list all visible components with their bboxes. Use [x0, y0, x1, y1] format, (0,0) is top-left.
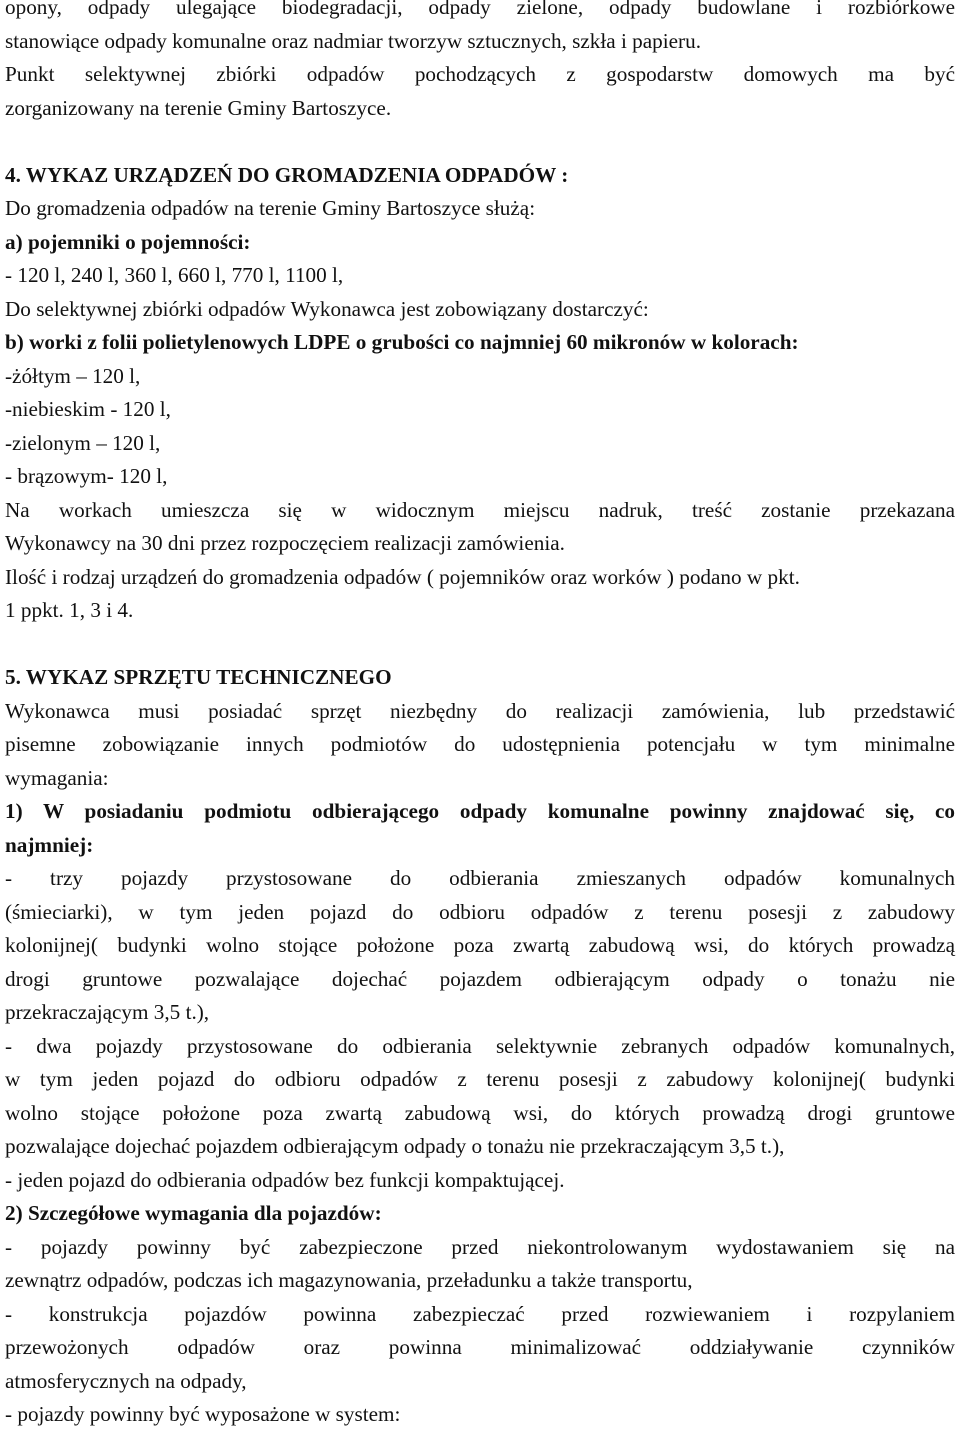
text-line: Wykonawca musi posiadać sprzęt niezbędny do realizacji zamówienia, lub przedstawić: [5, 698, 955, 723]
text-line: Punkt selektywnej zbiórki odpadów pochodzących z gospodarstw domowych ma być: [5, 62, 955, 86]
text-line: wymagania:: [5, 765, 109, 790]
text-line: (śmieciarki), w tym jeden pojazd do odbioru odpadów z terenu posesji z zabudowy: [5, 899, 955, 924]
subheading-a: a) pojemniki o pojemności:: [5, 229, 251, 254]
text-line: w tym jeden pojazd do odbioru odpadów z terenu posesji z zabudowy kolonijnej( budynki: [5, 1067, 955, 1091]
text-line: - dwa pojazdy przystosowane do odbierania selektywnie zebranych odpadów komunalnych,: [5, 1033, 955, 1058]
text-line: zewnątrz odpadów, podczas ich magazynowania, przeładunku a także transportu,: [5, 1268, 693, 1292]
text-line: - pojazdy powinny być zabezpieczone przed niekontrolowanym wydostawaniem się na: [5, 1234, 955, 1259]
text-line: - trzy pojazdy przystosowane do odbierania zmieszanych odpadów komunalnych: [5, 866, 955, 890]
spacer: [5, 125, 955, 159]
text-line: Na workach umieszcza się w widocznym miejscu nadruk, treść zostanie przekazana: [5, 497, 955, 522]
color-item: -niebieskim - 120 l,: [5, 397, 171, 421]
document-page: [5, 0, 955, 1432]
text-line: Wykonawcy na 30 dni przez rozpoczęciem realizacji zamówienia.: [5, 531, 565, 555]
text-line: zorganizowany na terenie Gminy Bartoszyce.: [5, 95, 392, 120]
text-line: Do selektywnej zbiórki odpadów Wykonawca jest zobowiązany dostarczyć:: [5, 296, 649, 321]
section-4-heading: 4. WYKAZ URZĄDZEŃ DO GROMADZENIA ODPADÓW :: [5, 162, 569, 187]
text-line: - pojazdy powinny być wyposażone w system:: [5, 1402, 401, 1426]
text-line: kolonijnej( budynki wolno stojące położone poza zwartą zabudową wsi, do których prowadzą: [5, 933, 955, 957]
subheading-1: 1) W posiadaniu podmiotu odbierającego odpady komunalne powinny znajdować się, co: [5, 799, 955, 823]
color-item: -żółtym – 120 l,: [5, 363, 141, 388]
subheading-2: 2) Szczegółowe wymagania dla pojazdów:: [5, 1201, 382, 1225]
text-line: 1 ppkt. 1, 3 i 4.: [5, 598, 134, 622]
text-line: drogi gruntowe pozwalające dojechać pojazdem odbierającym odpady o tonażu nie: [5, 966, 955, 991]
text-line: - jeden pojazd do odbierania odpadów bez funkcji kompaktującej.: [5, 1167, 565, 1192]
text-line: Ilość i rodzaj urządzeń do gromadzenia odpadów ( pojemników oraz worków ) podano w pkt.: [5, 564, 800, 589]
text-line: stanowiące odpady komunalne oraz nadmiar tworzyw sztucznych, szkła i papieru.: [5, 28, 701, 53]
section-5-heading: 5. WYKAZ SPRZĘTU TECHNICZNEGO: [5, 665, 392, 689]
text-line: przewożonych odpadów oraz powinna minimalizować oddziaływanie czynników: [5, 1335, 955, 1359]
text-line: wolno stojące położone poza zwartą zabudową wsi, do których prowadzą drogi gruntowe: [5, 1100, 955, 1125]
spacer: [5, 628, 955, 662]
text-line: atmosferycznych na odpady,: [5, 1368, 247, 1393]
color-item: -zielonym – 120 l,: [5, 430, 161, 455]
color-item: - brązowym- 120 l,: [5, 464, 168, 488]
subheading-b: b) worki z folii polietylenowych LDPE o grubości co najmniej 60 mikronów w kolorach:: [5, 330, 799, 354]
text-line: Do gromadzenia odpadów na terenie Gminy Bartoszyce służą:: [5, 196, 536, 220]
text-line: pisemne zobowiązanie innych podmiotów do udostępnienia potencjału w tym minimalne: [5, 732, 955, 756]
capacities-line: - 120 l, 240 l, 360 l, 660 l, 770 l, 1100 l,: [5, 263, 344, 287]
text-line: pozwalające dojechać pojazdem odbierającym odpady o tonażu nie przekraczającym 3,5 t.),: [5, 1134, 785, 1158]
subheading-1-cont: najmniej:: [5, 832, 94, 857]
text-line: - konstrukcja pojazdów powinna zabezpieczać przed rozwiewaniem i rozpylaniem: [5, 1301, 955, 1326]
text-line: przekraczającym 3,5 t.),: [5, 1000, 210, 1024]
text-line: opony, odpady ulegające biodegradacji, odpady zielone, odpady budowlane i rozbiórkowe: [5, 0, 955, 19]
